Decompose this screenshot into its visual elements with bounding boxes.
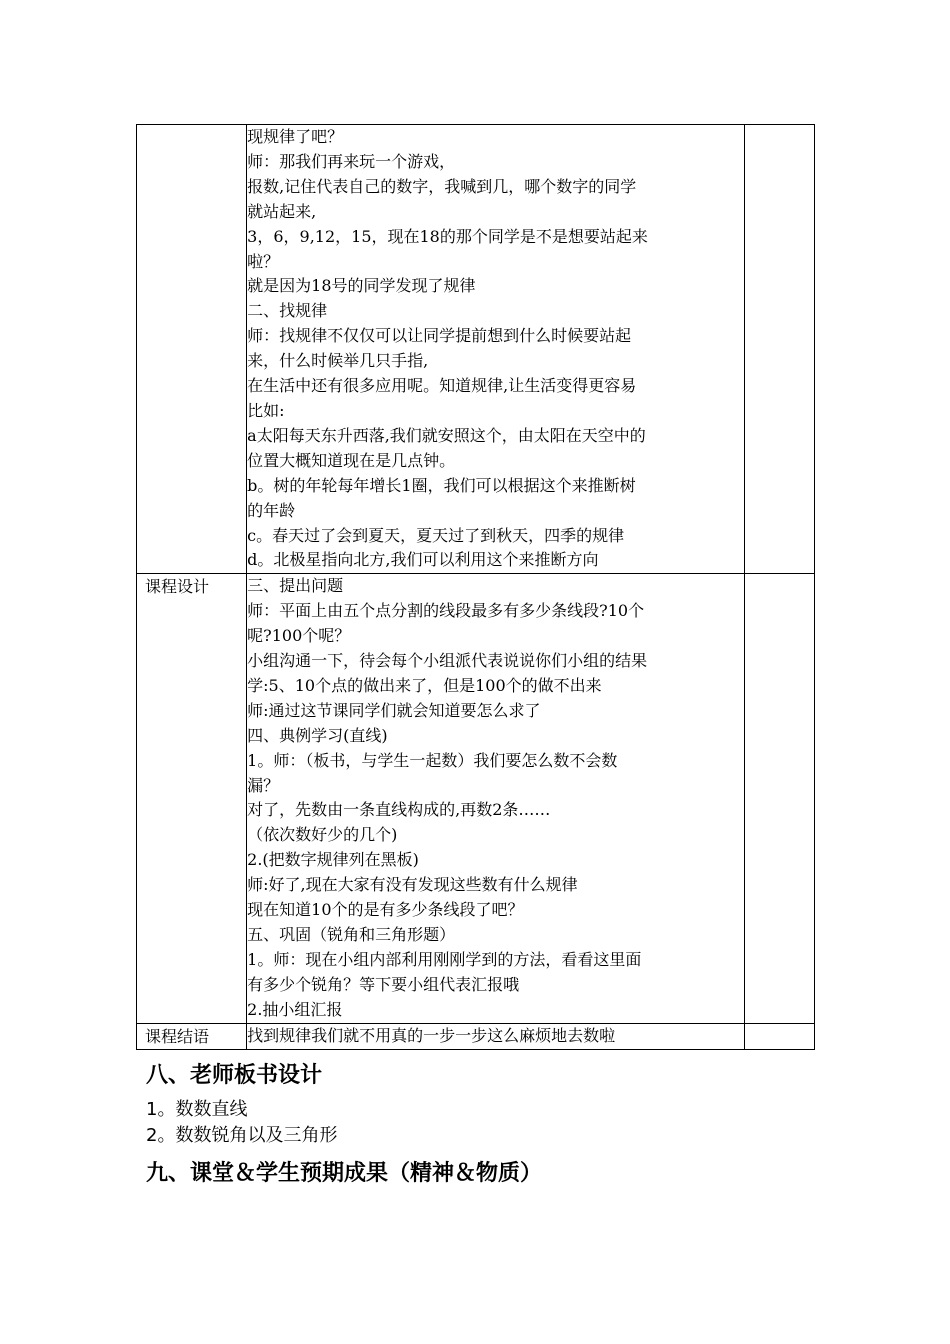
table-row [137,125,815,574]
content-line: 来，什么时候举几只手指, [247,351,429,371]
content-line: 师:好了,现在大家有没有发现这些数有什么规律 [247,875,578,895]
content-line: 师：平面上由五个点分割的线段最多有多少条线段?10个 [247,601,645,621]
content-line: 有多少个锐角？等下要小组代表汇报哦 [247,974,520,994]
content-line: 位置大概知道现在是几点钟。 [247,450,456,470]
lesson-plan-table [136,124,815,1050]
content-line: 报数,记住代表自己的数字，我喊到几，哪个数字的同学 [247,176,637,196]
content-line: 3，6，9,12，15，现在18的那个同学是不是想要站起来 [247,226,648,246]
content-line: 在生活中还有很多应用呢。知道规律,让生活变得更容易 [247,376,637,396]
row-label-cell [137,125,247,574]
list-item: 2。数数锐角以及三角形 [146,1125,338,1146]
table-row [137,574,815,1023]
content-line: 1。师：现在小组内部利用刚刚学到的方法，看看这里面 [247,949,642,969]
content-line: 对了，先数由一条直线构成的,再数2条…… [247,800,551,820]
content-line: 1。师：（板书，与学生一起数）我们要怎么数不会数 [247,750,618,770]
content-line: 比如: [247,400,285,420]
content-line: 五、巩固（锐角和三角形题） [247,925,456,944]
row-label: 课程结语 [145,1026,210,1046]
content-line: 小组沟通一下，待会每个小组派代表说说你们小组的结果 [247,651,648,671]
content-line: 师：找规律不仅仅可以让同学提前想到什么时候要站起 [247,326,632,346]
content-line: 学:5、10个点的做出来了，但是100个的做不出来 [247,675,602,695]
content-line: b。树的年轮每年增长1圈，我们可以根据这个来推断树 [247,475,636,495]
content-line: 四、典例学习(直线) [247,725,388,745]
content-line: 二、找规律 [247,301,328,321]
content-line: 2.抽小组汇报 [247,999,343,1019]
row-content-cell [247,1023,745,1049]
row-label-cell [137,574,247,1023]
list-item: 1。数数直线 [146,1099,248,1120]
row-extra-cell [744,125,814,574]
content-line: 找到规律我们就不用真的一步一步这么麻烦地去数啦 [247,1025,616,1045]
content-line: 三、提出问题 [247,576,344,596]
content-line: 现规律了吧？ [247,127,344,146]
content-line: 2.(把数字规律列在黑板) [247,850,419,870]
row-label: 课程设计 [145,577,210,597]
table-row [137,1023,815,1049]
content-line: （依次数好少的几个) [247,825,398,845]
row-content-cell [247,574,745,1023]
section-8-heading: 八、老师板书设计 [146,1063,323,1088]
row-label-cell [137,1023,247,1049]
content-line: d。北极星指向北方,我们可以利用这个来推断方向 [247,550,599,570]
row-extra-cell [744,574,814,1023]
content-line: 漏？ [247,775,280,795]
board-design-list [146,1097,337,1149]
content-line: 呢?100个呢？ [247,626,351,646]
content-line: c。春天过了会到夏天，夏天过了到秋天，四季的规律 [247,525,625,545]
section-9-heading: 九、课堂＆学生预期成果（精神＆物质） [146,1161,543,1186]
content-line: 的年龄 [247,500,296,520]
row-content-cell [247,125,745,574]
row-extra-cell [744,1023,814,1049]
content-line: 就站起来, [247,201,317,221]
content-line: 就是因为18号的同学发现了规律 [247,276,476,296]
content-line: a太阳每天东升西落,我们就安照这个，由太阳在天空中的 [247,425,646,445]
content-line: 师：那我们再来玩一个游戏， [247,151,456,171]
content-line: 现在知道10个的是有多少条线段了吧？ [247,900,524,920]
content-line: 啦？ [247,251,280,271]
content-line: 师:通过这节课同学们就会知道要怎么求了 [247,700,541,720]
